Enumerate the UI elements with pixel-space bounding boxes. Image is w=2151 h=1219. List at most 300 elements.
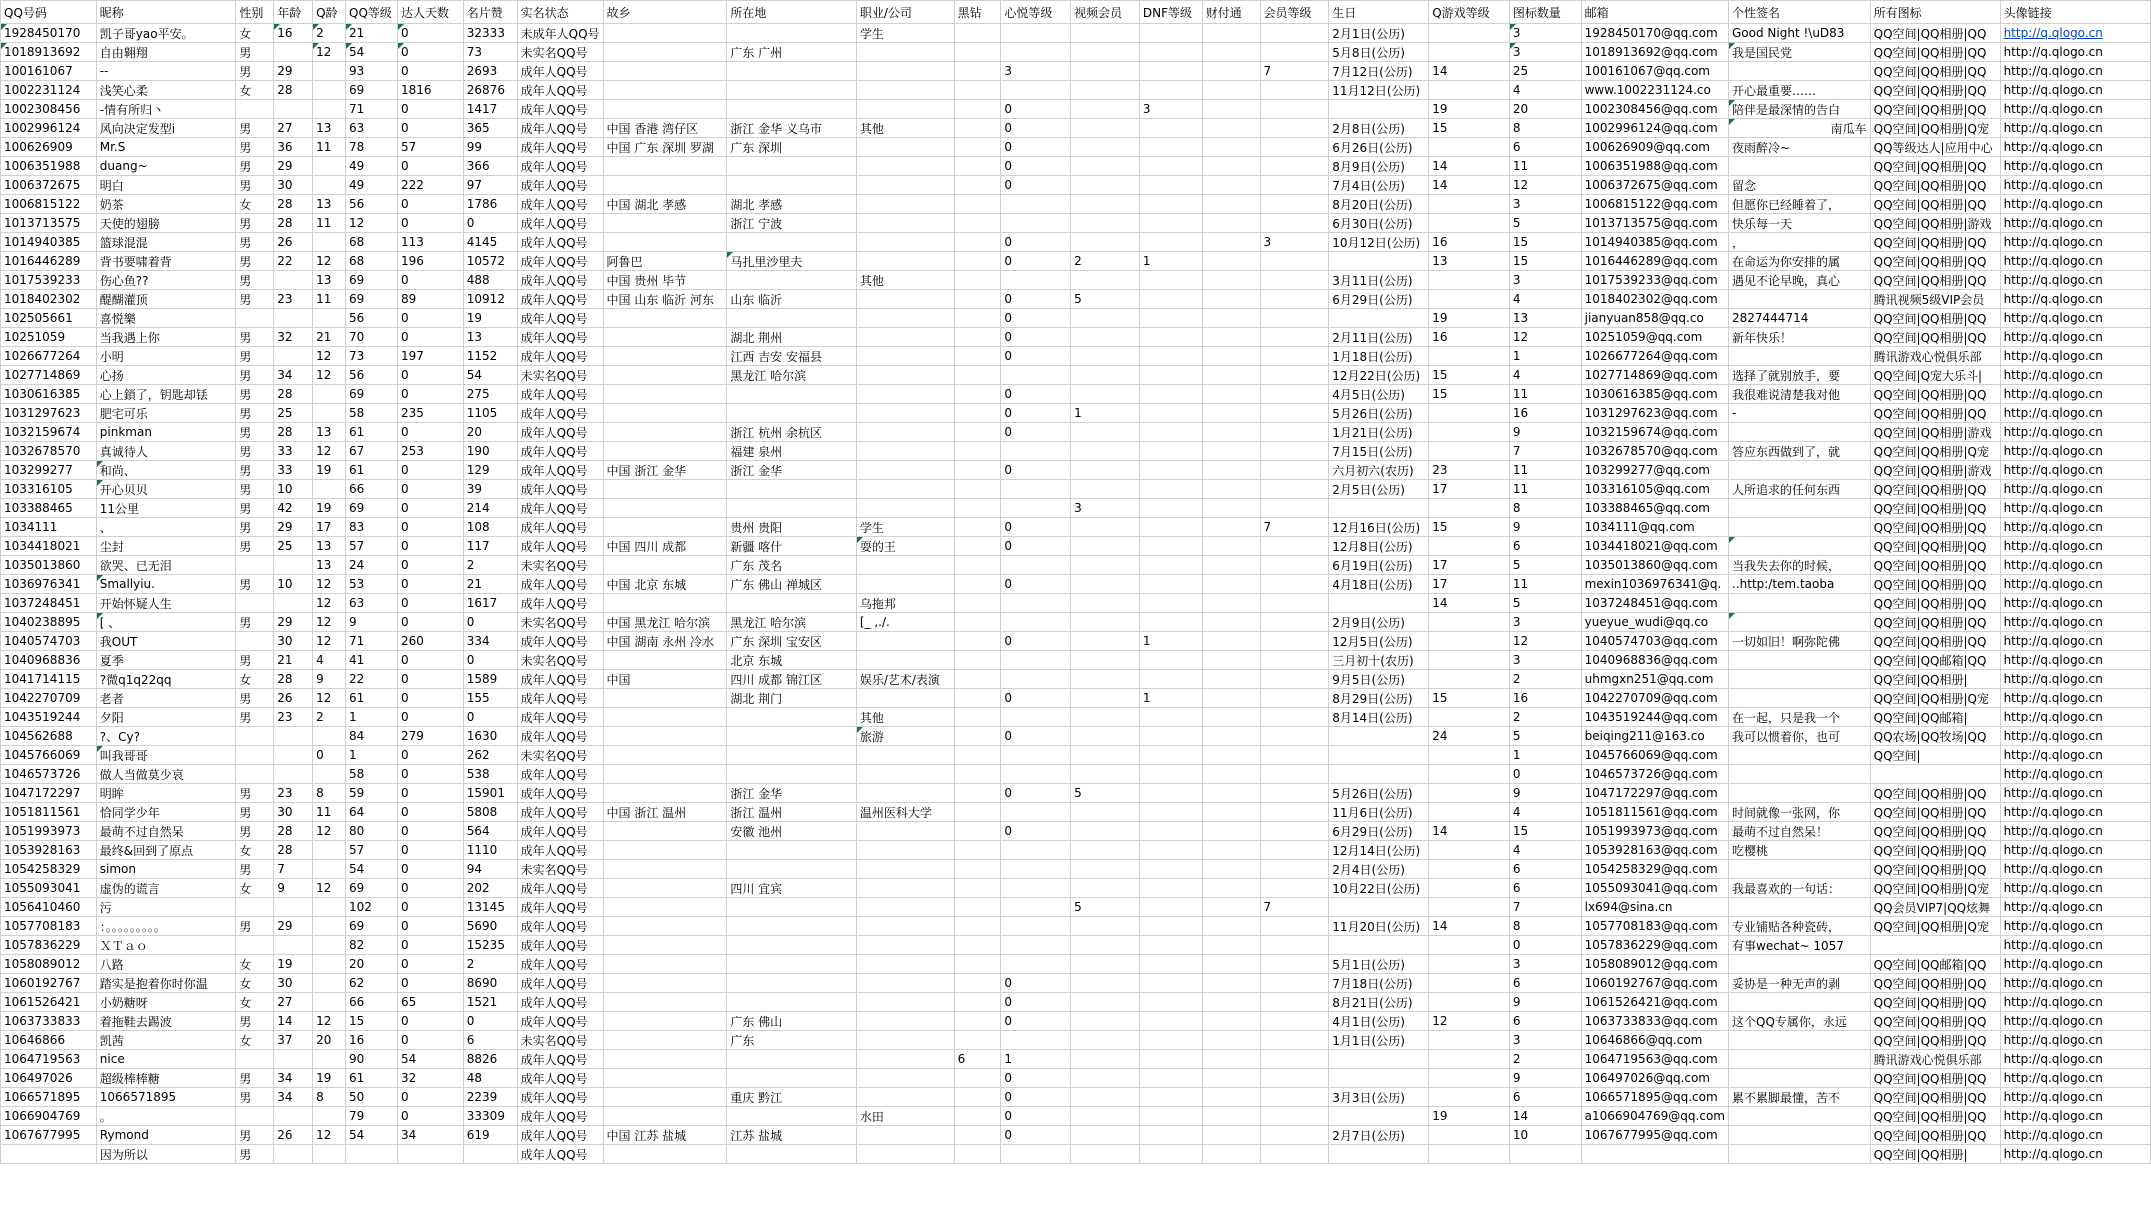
cell-nick[interactable]: 因为所以: [96, 1145, 236, 1164]
cell-sex[interactable]: 男: [236, 252, 274, 271]
cell-email[interactable]: 1067677995@qq.com: [1581, 1126, 1728, 1145]
cell-daren[interactable]: 0: [397, 841, 463, 860]
cell-qq[interactable]: 102505661: [1, 309, 97, 328]
cell-email[interactable]: 1026677264@qq.com: [1581, 347, 1728, 366]
cell-xinyue[interactable]: [1001, 670, 1071, 689]
cell-icons[interactable]: 1: [1509, 347, 1581, 366]
cell-level[interactable]: 41: [346, 651, 398, 670]
cell-video[interactable]: 5: [1071, 290, 1140, 309]
cell-vip[interactable]: [1260, 1126, 1329, 1145]
cell-location[interactable]: 湖北 孝感: [727, 195, 856, 214]
cell-black[interactable]: [954, 328, 1001, 347]
cell-sex[interactable]: 男: [236, 917, 274, 936]
cell-age[interactable]: [274, 746, 313, 765]
cell-email[interactable]: 1002996124@qq.com: [1581, 119, 1728, 138]
cell-qq[interactable]: 1037248451: [1, 594, 97, 613]
cell-level[interactable]: 54: [346, 1126, 398, 1145]
cell-dnf[interactable]: 1: [1139, 632, 1202, 651]
cell-birthday[interactable]: 7月18日(公历): [1329, 974, 1429, 993]
cell-job[interactable]: [856, 1012, 954, 1031]
cell-realname[interactable]: 未实名QQ号: [517, 556, 603, 575]
cell-sex[interactable]: 男: [236, 613, 274, 632]
cell-xinyue[interactable]: 0: [1001, 309, 1071, 328]
cell-hometown[interactable]: [603, 176, 727, 195]
cell-birthday[interactable]: 7月4日(公历): [1329, 176, 1429, 195]
cell-cft[interactable]: [1202, 556, 1260, 575]
cell-nick[interactable]: 老者: [96, 689, 236, 708]
cell-location[interactable]: 四川 成都 锦江区: [727, 670, 856, 689]
cell-job[interactable]: [856, 784, 954, 803]
column-header-realname[interactable]: 实名状态: [517, 1, 603, 24]
cell-level[interactable]: 102: [346, 898, 398, 917]
cell-qgame[interactable]: 15: [1429, 385, 1510, 404]
cell-vip[interactable]: [1260, 480, 1329, 499]
cell-hometown[interactable]: [603, 727, 727, 746]
cell-sig[interactable]: [1729, 1126, 1871, 1145]
cell-location[interactable]: 广东 佛山: [727, 1012, 856, 1031]
cell-daren[interactable]: 235: [397, 404, 463, 423]
cell-sex[interactable]: 男: [236, 1012, 274, 1031]
cell-nick[interactable]: 小奶糖呀: [96, 993, 236, 1012]
cell-vip[interactable]: [1260, 632, 1329, 651]
cell-video[interactable]: [1071, 1145, 1140, 1164]
cell-allicons[interactable]: QQ空间|QQ相册|QQ: [1870, 974, 2000, 993]
cell-realname[interactable]: 未实名QQ号: [517, 613, 603, 632]
cell-qq[interactable]: 10646866: [1, 1031, 97, 1050]
cell-job[interactable]: [856, 841, 954, 860]
cell-dnf[interactable]: [1139, 157, 1202, 176]
cell-email[interactable]: a1066904769@qq.com: [1581, 1107, 1728, 1126]
cell-daren[interactable]: 0: [397, 119, 463, 138]
column-header-allicons[interactable]: 所有图标: [1870, 1, 2000, 24]
cell-video[interactable]: [1071, 195, 1140, 214]
cell-hometown[interactable]: [603, 689, 727, 708]
cell-vip[interactable]: [1260, 214, 1329, 233]
cell-daren[interactable]: 0: [397, 518, 463, 537]
cell-vip[interactable]: [1260, 423, 1329, 442]
cell-black[interactable]: [954, 803, 1001, 822]
cell-age[interactable]: 28: [274, 822, 313, 841]
cell-xinyue[interactable]: 0: [1001, 537, 1071, 556]
cell-birthday[interactable]: [1329, 727, 1429, 746]
cell-job[interactable]: [856, 461, 954, 480]
cell-nick[interactable]: 凯茜: [96, 1031, 236, 1050]
cell-icons[interactable]: 5: [1509, 727, 1581, 746]
cell-birthday[interactable]: 8月20日(公历): [1329, 195, 1429, 214]
cell-zan[interactable]: 8826: [463, 1050, 517, 1069]
cell-qage[interactable]: [313, 233, 346, 252]
cell-daren[interactable]: 65: [397, 993, 463, 1012]
cell-realname[interactable]: 未实名QQ号: [517, 651, 603, 670]
cell-black[interactable]: [954, 974, 1001, 993]
cell-video[interactable]: [1071, 879, 1140, 898]
cell-age[interactable]: 33: [274, 461, 313, 480]
cell-qgame[interactable]: [1429, 765, 1510, 784]
cell-avatar[interactable]: http://q.qlogo.cn: [2000, 860, 2150, 879]
column-header-zan[interactable]: 名片赞: [463, 1, 517, 24]
cell-dnf[interactable]: [1139, 328, 1202, 347]
cell-age[interactable]: 30: [274, 974, 313, 993]
cell-vip[interactable]: [1260, 537, 1329, 556]
cell-qq[interactable]: 100161067: [1, 62, 97, 81]
cell-level[interactable]: 66: [346, 480, 398, 499]
cell-sex[interactable]: 男: [236, 138, 274, 157]
cell-location[interactable]: [727, 100, 856, 119]
cell-realname[interactable]: 成年人QQ号: [517, 784, 603, 803]
cell-birthday[interactable]: 2月7日(公历): [1329, 1126, 1429, 1145]
cell-age[interactable]: 21: [274, 651, 313, 670]
cell-xinyue[interactable]: 0: [1001, 100, 1071, 119]
cell-email[interactable]: 1040574703@qq.com: [1581, 632, 1728, 651]
cell-level[interactable]: 69: [346, 81, 398, 100]
cell-zan[interactable]: 13145: [463, 898, 517, 917]
cell-hometown[interactable]: [603, 480, 727, 499]
cell-email[interactable]: 1045766069@qq.com: [1581, 746, 1728, 765]
cell-level[interactable]: 56: [346, 309, 398, 328]
cell-sig[interactable]: [1729, 765, 1871, 784]
cell-job[interactable]: [856, 974, 954, 993]
cell-location[interactable]: 福建 泉州: [727, 442, 856, 461]
cell-sex[interactable]: 女: [236, 195, 274, 214]
cell-icons[interactable]: 11: [1509, 385, 1581, 404]
cell-nick[interactable]: 心上鎖了，钥匙却铥: [96, 385, 236, 404]
cell-dnf[interactable]: [1139, 461, 1202, 480]
cell-zan[interactable]: 2239: [463, 1088, 517, 1107]
cell-realname[interactable]: 成年人QQ号: [517, 271, 603, 290]
cell-sig[interactable]: [1729, 860, 1871, 879]
cell-xinyue[interactable]: [1001, 271, 1071, 290]
cell-email[interactable]: 1053928163@qq.com: [1581, 841, 1728, 860]
cell-icons[interactable]: 20: [1509, 100, 1581, 119]
cell-level[interactable]: 59: [346, 784, 398, 803]
cell-qq[interactable]: 1002231124: [1, 81, 97, 100]
cell-video[interactable]: [1071, 1088, 1140, 1107]
cell-qgame[interactable]: 16: [1429, 233, 1510, 252]
cell-realname[interactable]: 成年人QQ号: [517, 841, 603, 860]
cell-zan[interactable]: 0: [463, 708, 517, 727]
cell-realname[interactable]: 成年人QQ号: [517, 575, 603, 594]
cell-cft[interactable]: [1202, 347, 1260, 366]
cell-zan[interactable]: 1630: [463, 727, 517, 746]
cell-cft[interactable]: [1202, 100, 1260, 119]
cell-xinyue[interactable]: 0: [1001, 1088, 1071, 1107]
cell-level[interactable]: 12: [346, 214, 398, 233]
cell-birthday[interactable]: [1329, 936, 1429, 955]
cell-hometown[interactable]: [603, 898, 727, 917]
cell-qage[interactable]: [313, 309, 346, 328]
cell-avatar[interactable]: http://q.qlogo.cn: [2000, 138, 2150, 157]
cell-avatar[interactable]: http://q.qlogo.cn: [2000, 1088, 2150, 1107]
cell-daren[interactable]: 0: [397, 385, 463, 404]
cell-sex[interactable]: 男: [236, 518, 274, 537]
cell-xinyue[interactable]: [1001, 936, 1071, 955]
cell-sig[interactable]: [1729, 1050, 1871, 1069]
cell-qgame[interactable]: [1429, 214, 1510, 233]
cell-black[interactable]: [954, 43, 1001, 62]
cell-avatar[interactable]: http://q.qlogo.cn: [2000, 1126, 2150, 1145]
cell-qgame[interactable]: [1429, 1126, 1510, 1145]
cell-allicons[interactable]: QQ空间|QQ邮箱|QQ: [1870, 651, 2000, 670]
cell-dnf[interactable]: [1139, 347, 1202, 366]
cell-vip[interactable]: [1260, 43, 1329, 62]
cell-sex[interactable]: 女: [236, 670, 274, 689]
cell-icons[interactable]: 15: [1509, 233, 1581, 252]
cell-sig[interactable]: 有事wechat~ 1057: [1729, 936, 1871, 955]
cell-dnf[interactable]: [1139, 993, 1202, 1012]
cell-level[interactable]: 54: [346, 860, 398, 879]
cell-icons[interactable]: 8: [1509, 499, 1581, 518]
cell-sig[interactable]: [1729, 993, 1871, 1012]
column-header-email[interactable]: 邮箱: [1581, 1, 1728, 24]
cell-video[interactable]: [1071, 442, 1140, 461]
cell-qage[interactable]: [313, 993, 346, 1012]
cell-location[interactable]: 贵州 贵阳: [727, 518, 856, 537]
cell-realname[interactable]: 成年人QQ号: [517, 1069, 603, 1088]
cell-qage[interactable]: 13: [313, 556, 346, 575]
cell-qq[interactable]: 1041714115: [1, 670, 97, 689]
cell-nick[interactable]: Rymond: [96, 1126, 236, 1145]
cell-email[interactable]: 1027714869@qq.com: [1581, 366, 1728, 385]
cell-avatar[interactable]: http://q.qlogo.cn: [2000, 290, 2150, 309]
cell-icons[interactable]: 6: [1509, 879, 1581, 898]
cell-job[interactable]: 其他: [856, 708, 954, 727]
cell-email[interactable]: 1018913692@qq.com: [1581, 43, 1728, 62]
cell-nick[interactable]: 真诚待人: [96, 442, 236, 461]
cell-cft[interactable]: [1202, 689, 1260, 708]
cell-allicons[interactable]: QQ空间|QQ相册|Q宠: [1870, 442, 2000, 461]
cell-birthday[interactable]: 1月18日(公历): [1329, 347, 1429, 366]
cell-vip[interactable]: [1260, 328, 1329, 347]
cell-video[interactable]: [1071, 746, 1140, 765]
cell-job[interactable]: [856, 385, 954, 404]
cell-zan[interactable]: 39: [463, 480, 517, 499]
cell-sex[interactable]: [236, 1050, 274, 1069]
cell-qq[interactable]: 1018402302: [1, 290, 97, 309]
cell-xinyue[interactable]: 0: [1001, 1126, 1071, 1145]
cell-zan[interactable]: 190: [463, 442, 517, 461]
cell-qgame[interactable]: [1429, 290, 1510, 309]
cell-sig[interactable]: [1729, 784, 1871, 803]
cell-sex[interactable]: [236, 936, 274, 955]
cell-zan[interactable]: 21: [463, 575, 517, 594]
cell-location[interactable]: [727, 841, 856, 860]
cell-sex[interactable]: 男: [236, 385, 274, 404]
cell-vip[interactable]: [1260, 936, 1329, 955]
cell-cft[interactable]: [1202, 917, 1260, 936]
cell-nick[interactable]: 最萌不过自然呆: [96, 822, 236, 841]
cell-birthday[interactable]: 5月1日(公历): [1329, 955, 1429, 974]
cell-level[interactable]: 69: [346, 271, 398, 290]
cell-black[interactable]: [954, 24, 1001, 43]
cell-realname[interactable]: 成年人QQ号: [517, 138, 603, 157]
column-header-black[interactable]: 黑钻: [954, 1, 1001, 24]
cell-hometown[interactable]: [603, 1050, 727, 1069]
cell-vip[interactable]: [1260, 917, 1329, 936]
cell-birthday[interactable]: 12月5日(公历): [1329, 632, 1429, 651]
cell-icons[interactable]: 4: [1509, 290, 1581, 309]
cell-location[interactable]: [727, 955, 856, 974]
cell-allicons[interactable]: QQ空间|QQ邮箱|: [1870, 708, 2000, 727]
cell-dnf[interactable]: [1139, 1088, 1202, 1107]
cell-allicons[interactable]: QQ空间|QQ相册|QQ: [1870, 993, 2000, 1012]
cell-sig[interactable]: 但愿你已经睡着了，: [1729, 195, 1871, 214]
cell-realname[interactable]: 成年人QQ号: [517, 480, 603, 499]
cell-xinyue[interactable]: 0: [1001, 1012, 1071, 1031]
cell-age[interactable]: 26: [274, 233, 313, 252]
cell-birthday[interactable]: 8月21日(公历): [1329, 993, 1429, 1012]
cell-dnf[interactable]: 1: [1139, 252, 1202, 271]
cell-realname[interactable]: 未实名QQ号: [517, 1031, 603, 1050]
cell-job[interactable]: [856, 404, 954, 423]
cell-qage[interactable]: 8: [313, 1088, 346, 1107]
cell-age[interactable]: 25: [274, 537, 313, 556]
cell-sex[interactable]: 男: [236, 1088, 274, 1107]
cell-sex[interactable]: 男: [236, 271, 274, 290]
cell-vip[interactable]: [1260, 974, 1329, 993]
cell-zan[interactable]: 2693: [463, 62, 517, 81]
cell-daren[interactable]: 279: [397, 727, 463, 746]
cell-icons[interactable]: 2: [1509, 1050, 1581, 1069]
cell-icons[interactable]: 5: [1509, 556, 1581, 575]
cell-vip[interactable]: [1260, 195, 1329, 214]
cell-birthday[interactable]: 4月18日(公历): [1329, 575, 1429, 594]
cell-job[interactable]: [856, 309, 954, 328]
cell-allicons[interactable]: QQ空间|QQ相册|QQ: [1870, 613, 2000, 632]
cell-vip[interactable]: [1260, 138, 1329, 157]
cell-birthday[interactable]: 12月8日(公历): [1329, 537, 1429, 556]
cell-hometown[interactable]: [603, 860, 727, 879]
cell-zan[interactable]: 202: [463, 879, 517, 898]
cell-job[interactable]: [856, 62, 954, 81]
cell-age[interactable]: 28: [274, 214, 313, 233]
cell-location[interactable]: 安徽 池州: [727, 822, 856, 841]
cell-job[interactable]: [856, 556, 954, 575]
cell-hometown[interactable]: [603, 784, 727, 803]
cell-sig[interactable]: [1729, 423, 1871, 442]
cell-nick[interactable]: ?微q1q22qq: [96, 670, 236, 689]
cell-dnf[interactable]: [1139, 575, 1202, 594]
cell-vip[interactable]: [1260, 670, 1329, 689]
cell-qage[interactable]: [313, 765, 346, 784]
cell-avatar[interactable]: http://q.qlogo.cn: [2000, 309, 2150, 328]
cell-zan[interactable]: 0: [463, 214, 517, 233]
cell-cft[interactable]: [1202, 442, 1260, 461]
cell-daren[interactable]: 197: [397, 347, 463, 366]
cell-avatar[interactable]: http://q.qlogo.cn: [2000, 632, 2150, 651]
cell-job[interactable]: [856, 480, 954, 499]
cell-job[interactable]: [856, 233, 954, 252]
cell-vip[interactable]: [1260, 100, 1329, 119]
cell-daren[interactable]: 253: [397, 442, 463, 461]
cell-level[interactable]: 70: [346, 328, 398, 347]
cell-nick[interactable]: 11公里: [96, 499, 236, 518]
cell-realname[interactable]: 成年人QQ号: [517, 423, 603, 442]
cell-hometown[interactable]: [603, 62, 727, 81]
cell-sig[interactable]: Good Night !\uD83: [1729, 24, 1871, 43]
cell-black[interactable]: [954, 670, 1001, 689]
cell-zan[interactable]: 73: [463, 43, 517, 62]
cell-cft[interactable]: [1202, 138, 1260, 157]
cell-location[interactable]: [727, 62, 856, 81]
cell-qgame[interactable]: [1429, 651, 1510, 670]
cell-icons[interactable]: 3: [1509, 1031, 1581, 1050]
cell-sig[interactable]: [1729, 461, 1871, 480]
cell-icons[interactable]: 3: [1509, 24, 1581, 43]
cell-video[interactable]: [1071, 62, 1140, 81]
column-header-qq[interactable]: QQ号码: [1, 1, 97, 24]
cell-birthday[interactable]: [1329, 499, 1429, 518]
cell-age[interactable]: 23: [274, 784, 313, 803]
cell-job[interactable]: [856, 347, 954, 366]
cell-email[interactable]: 1051993973@qq.com: [1581, 822, 1728, 841]
cell-allicons[interactable]: QQ空间|QQ相册|QQ: [1870, 404, 2000, 423]
cell-realname[interactable]: 成年人QQ号: [517, 176, 603, 195]
cell-allicons[interactable]: QQ空间|QQ相册|游戏: [1870, 461, 2000, 480]
cell-sig[interactable]: [1729, 955, 1871, 974]
cell-avatar[interactable]: http://q.qlogo.cn: [2000, 442, 2150, 461]
cell-job[interactable]: 水田: [856, 1107, 954, 1126]
cell-vip[interactable]: 7: [1260, 62, 1329, 81]
cell-age[interactable]: 23: [274, 290, 313, 309]
cell-qq[interactable]: 1051993973: [1, 822, 97, 841]
cell-icons[interactable]: 6: [1509, 1088, 1581, 1107]
cell-nick[interactable]: 自由翱翔: [96, 43, 236, 62]
cell-qgame[interactable]: [1429, 195, 1510, 214]
cell-dnf[interactable]: [1139, 1126, 1202, 1145]
cell-dnf[interactable]: [1139, 746, 1202, 765]
cell-xinyue[interactable]: 0: [1001, 993, 1071, 1012]
cell-location[interactable]: 山东 临沂: [727, 290, 856, 309]
cell-icons[interactable]: 4: [1509, 81, 1581, 100]
cell-qage[interactable]: 13: [313, 119, 346, 138]
cell-daren[interactable]: 0: [397, 860, 463, 879]
cell-nick[interactable]: 醍醐灌顶: [96, 290, 236, 309]
cell-daren[interactable]: 1816: [397, 81, 463, 100]
cell-dnf[interactable]: [1139, 613, 1202, 632]
cell-vip[interactable]: [1260, 860, 1329, 879]
cell-vip[interactable]: [1260, 746, 1329, 765]
cell-age[interactable]: [274, 1050, 313, 1069]
cell-sig[interactable]: 人所追求的任何东西: [1729, 480, 1871, 499]
cell-daren[interactable]: [397, 1145, 463, 1164]
cell-age[interactable]: 28: [274, 195, 313, 214]
cell-video[interactable]: [1071, 537, 1140, 556]
cell-birthday[interactable]: 9月5日(公历): [1329, 670, 1429, 689]
cell-sig[interactable]: 遇见不论早晚，真心: [1729, 271, 1871, 290]
cell-birthday[interactable]: 三月初十(农历): [1329, 651, 1429, 670]
column-header-birthday[interactable]: 生日: [1329, 1, 1429, 24]
cell-sex[interactable]: [236, 727, 274, 746]
cell-hometown[interactable]: 中国 浙江 温州: [603, 803, 727, 822]
cell-avatar[interactable]: http://q.qlogo.cn: [2000, 100, 2150, 119]
cell-birthday[interactable]: 4月1日(公历): [1329, 1012, 1429, 1031]
cell-nick[interactable]: 超级棒棒糖: [96, 1069, 236, 1088]
cell-black[interactable]: [954, 1107, 1001, 1126]
cell-email[interactable]: 1034111@qq.com: [1581, 518, 1728, 537]
cell-email[interactable]: uhmgxn251@qq.com: [1581, 670, 1728, 689]
cell-avatar[interactable]: http://q.qlogo.cn: [2000, 499, 2150, 518]
cell-xinyue[interactable]: 0: [1001, 138, 1071, 157]
cell-birthday[interactable]: 3月11日(公历): [1329, 271, 1429, 290]
cell-age[interactable]: 30: [274, 176, 313, 195]
cell-sex[interactable]: 男: [236, 233, 274, 252]
cell-sig[interactable]: 妥协是一种无声的剥: [1729, 974, 1871, 993]
cell-level[interactable]: 15: [346, 1012, 398, 1031]
cell-avatar[interactable]: http://q.qlogo.cn: [2000, 803, 2150, 822]
cell-job[interactable]: [856, 898, 954, 917]
cell-icons[interactable]: 11: [1509, 461, 1581, 480]
cell-location[interactable]: 浙江 金华: [727, 461, 856, 480]
